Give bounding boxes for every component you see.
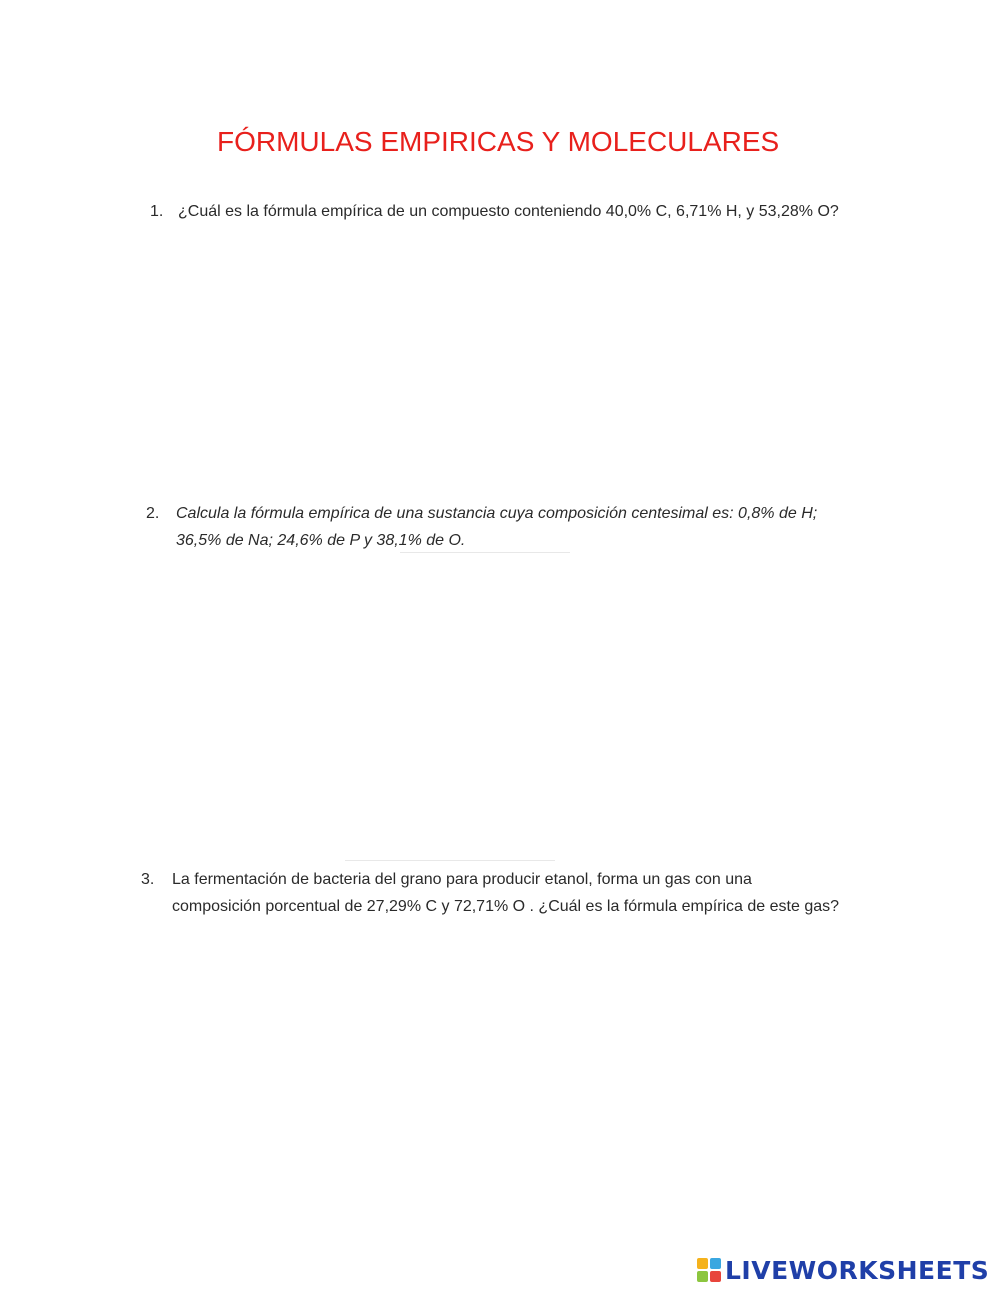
liveworksheets-logo-icon: [697, 1258, 721, 1282]
worksheet-title: FÓRMULAS EMPIRICAS Y MOLECULARES: [217, 126, 780, 157]
logo-square: [697, 1271, 708, 1282]
question-3-number: 3.: [141, 871, 155, 888]
brand-name: LIVEWORKSHEETS: [725, 1255, 990, 1285]
liveworksheets-brand: [697, 1254, 989, 1286]
question-2-number: 2.: [146, 505, 160, 522]
question-1: [150, 198, 839, 225]
question-2-line-2: 36,5% de Na; 24,6% de P y 38,1% de O.: [176, 532, 466, 549]
question-1-number: 1.: [150, 203, 164, 220]
question-1-line-1: ¿Cuál es la fórmula empírica de un compuesto conteniendo 40,0% C, 6,71% H, y 53,28% O?: [178, 203, 839, 220]
divider-line: [345, 860, 555, 861]
question-3: [141, 866, 839, 920]
question-3-line-1: La fermentación de bacteria del grano para producir etanol, forma un gas con una: [172, 871, 752, 888]
question-2: [146, 500, 817, 554]
question-2-line-1: Calcula la fórmula empírica de una sustancia cuya composición centesimal es: 0,8% de H;: [176, 505, 818, 522]
question-3-line-2: composición porcentual de 27,29% C y 72,71% O . ¿Cuál es la fórmula empírica de este gas?: [172, 898, 840, 915]
logo-square: [697, 1258, 708, 1269]
logo-square: [710, 1271, 721, 1282]
logo-square: [710, 1258, 721, 1269]
divider-line: [400, 552, 570, 553]
